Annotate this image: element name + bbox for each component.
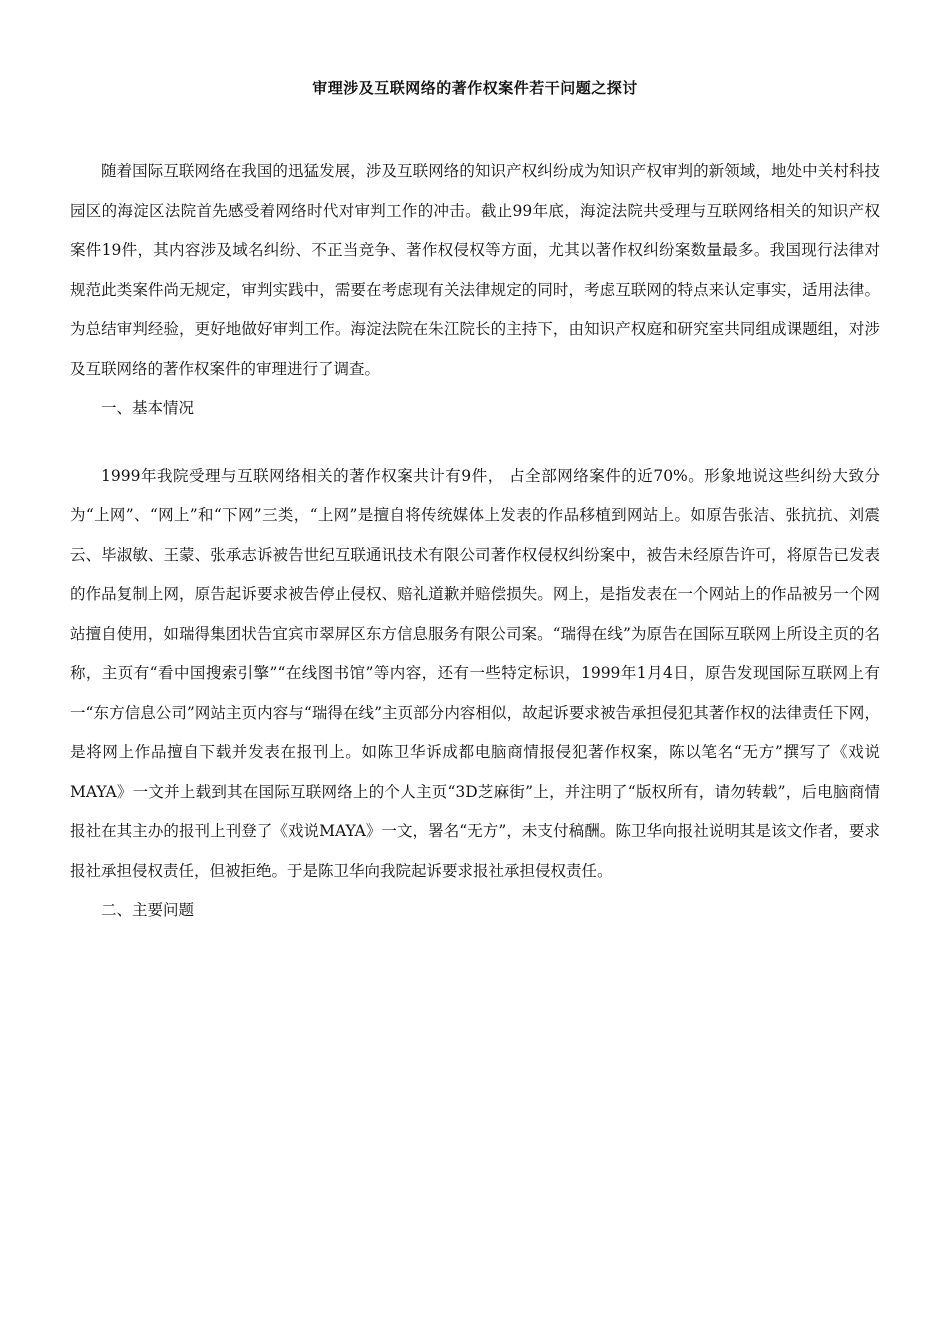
intro-paragraph: 随着国际互联网络在我国的迅猛发展，涉及互联网络的知识产权纠纷成为知识产权审判的新领域，地处中关村科技园区的海淀区法院首先感受着网络时代对审判工作的冲击。截止99年底，海淀法院共受理与互联网络相关的知识产权案件19件，其内容涉及域名纠纷、不正当竞争、著作权侵权等方面，尤其以著作权纠纷案数量最多。我国现行法律对规范此类案件尚无规定，审判实践中，需要在考虑现有关法律规定的同时，考虑互联网的特点来认定事实，适用法律。为总结审判经验，更好地做好审判工作。海淀法院在朱江院长的主持下，由知识产权庭和研究室共同组成课题组，对涉及互联网络的著作权案件的审理进行了调查。	[70, 162, 880, 378]
section-heading-main-issues: 二、主要问题	[101, 901, 195, 919]
document-page	[70, 70, 880, 931]
document-title: 审理涉及互联网络的著作权案件若干问题之探讨	[312, 79, 638, 97]
section1-paragraph: 1999年我院受理与互联网络相关的著作权案共计有9件， 占全部网络案件的近70%。形象地说这些纠纷大致分为“上网”、“网上”和“下网”三类，“上网”是擅自将传统媒体上发表的作品移植到网站上。如原告张洁、张抗抗、刘震云、毕淑敏、王蒙、张承志诉被告世纪互联通讯技术有限公司著作权侵权纠纷案中，被告未经原告许可，将原告已发表的作品复制上网，原告起诉要求被告停止侵权、赔礼道歉并赔偿损失。网上，是指发表在一个网站上的作品被另一个网站擅自使用，如瑞得集团状告宜宾市翠屏区东方信息服务有限公司案。“瑞得在线”为原告在国际互联网上所设主页的名称，主页有“看中国搜索引擎”“在线图书馆”等内容，还有一些特定标识，1999年1月4日，原告发现国际互联网上有一“东方信息公司”网站主页内容与“瑞得在线”主页部分内容相似，故起诉要求被告承担侵犯其著作权的法律责任下网，是将网上作品擅自下载并发表在报刊上。如陈卫华诉成都电脑商情报侵犯著作权案，陈以笔名“无方”撰写了《戏说MAYA》一文并上载到其在国际互联网络上的个人主页“3D芝麻街”上，并注明了“版权所有，请勿转载”，后电脑商情报社在其主办的报刊上刊登了《戏说MAYA》一文，署名“无方”，未支付稿酬。陈卫华向报社说明其是该文作者，要求报社承担侵权责任，但被拒绝。于是陈卫华向我院起诉要求报社承担侵权责任。	[70, 466, 880, 880]
section-heading-basic-situation: 一、基本情况	[101, 399, 195, 417]
